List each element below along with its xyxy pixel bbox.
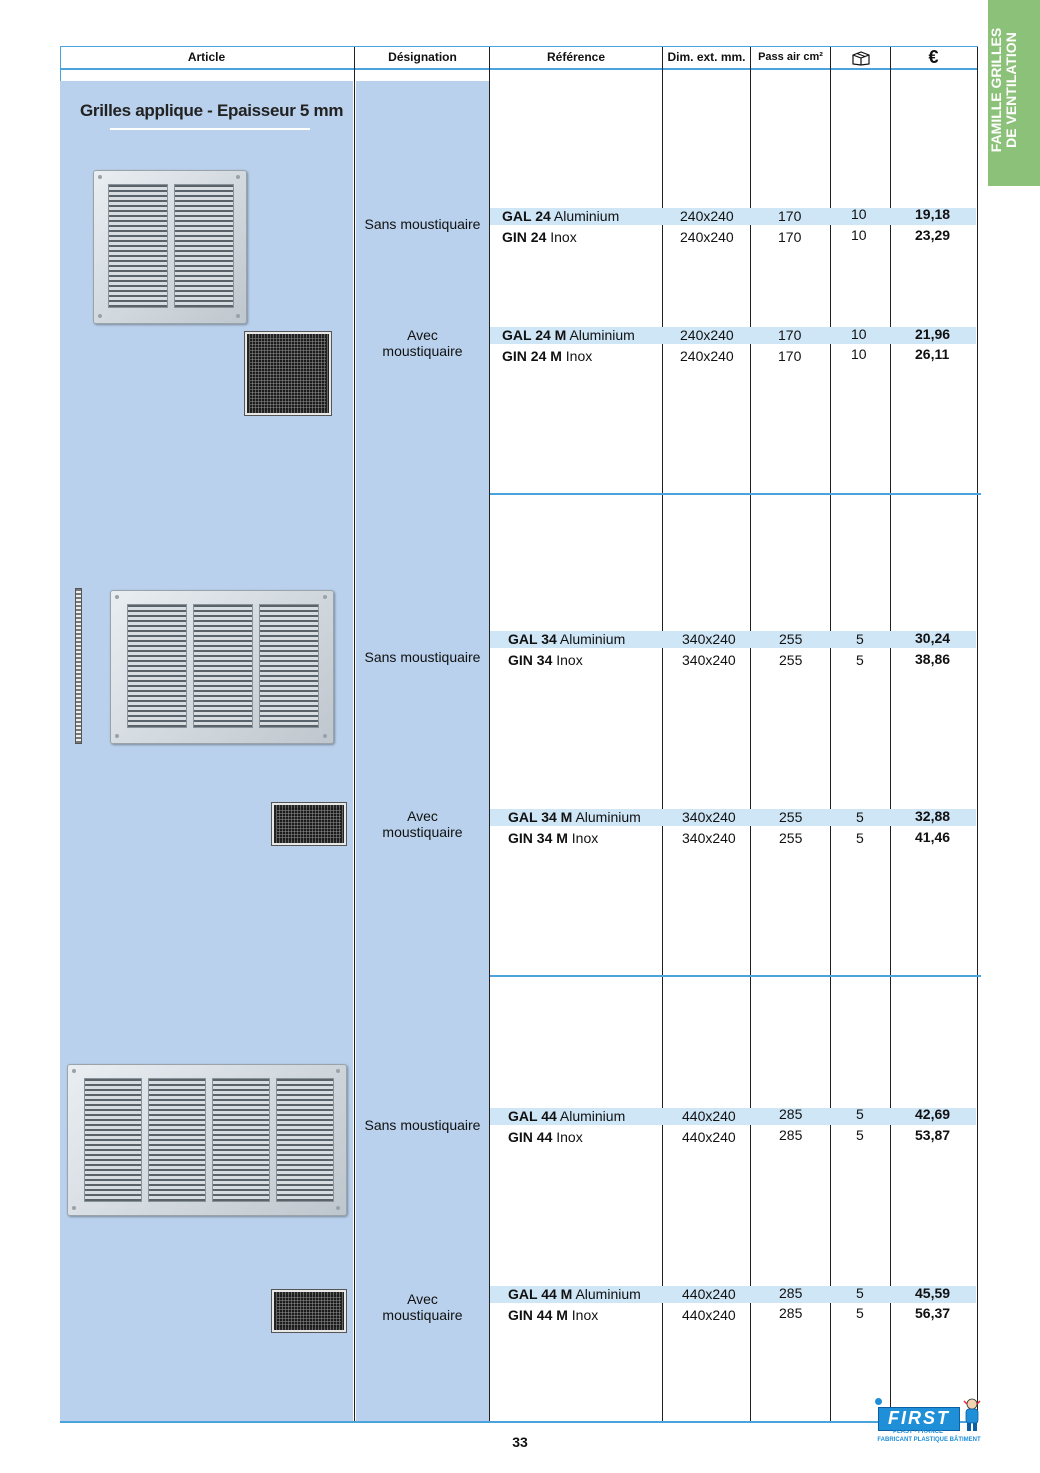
ref-material: Inox bbox=[571, 830, 599, 846]
ref-material: Inox bbox=[556, 1129, 583, 1145]
qty-value: 5 bbox=[856, 809, 864, 825]
ref-material: Aluminium bbox=[559, 1108, 626, 1124]
air-value: 255 bbox=[779, 830, 803, 846]
air-value: 285 bbox=[779, 1106, 803, 1122]
header-box bbox=[831, 47, 890, 68]
qty-value: 10 bbox=[851, 326, 867, 342]
qty-value: 5 bbox=[856, 1305, 864, 1321]
ref-code: GAL 44 bbox=[508, 1108, 557, 1124]
price-value: 30,24 bbox=[915, 630, 951, 646]
table-row bbox=[508, 1305, 598, 1325]
section-title-underline bbox=[110, 128, 310, 130]
dim-value: 440x240 bbox=[682, 1307, 736, 1323]
divider-designation bbox=[489, 47, 490, 1423]
qty-value: 10 bbox=[851, 346, 867, 362]
air-value: 285 bbox=[779, 1285, 803, 1301]
designation-line1: Avec bbox=[407, 1291, 438, 1307]
divider-reference bbox=[662, 47, 663, 1423]
table-bottom-rule bbox=[60, 1421, 978, 1423]
ref-material: Inox bbox=[550, 229, 577, 245]
air-value: 285 bbox=[779, 1127, 803, 1143]
designation-label: Sans moustiquaire bbox=[364, 649, 481, 665]
mosquito-mesh-34-image bbox=[272, 803, 346, 845]
grille-profile-image bbox=[75, 588, 82, 744]
ref-code: GIN 44 M bbox=[508, 1307, 568, 1323]
table-row bbox=[502, 346, 592, 366]
price-value: 21,96 bbox=[915, 326, 951, 342]
qty-value: 5 bbox=[856, 652, 864, 668]
ref-material: Aluminium bbox=[559, 631, 626, 647]
air-value: 170 bbox=[778, 348, 802, 364]
side-tab-line2: DE VENTILATION bbox=[1003, 32, 1019, 148]
ref-material: Aluminium bbox=[569, 327, 635, 343]
grille-24-image bbox=[93, 170, 247, 324]
ref-code: GIN 24 M bbox=[502, 348, 562, 364]
ref-code: GAL 24 bbox=[502, 208, 551, 224]
table-row bbox=[508, 807, 641, 827]
logo-subtitle: PLAST - FRANCE bbox=[893, 1429, 943, 1435]
table-row bbox=[508, 1284, 641, 1304]
price-value: 38,86 bbox=[915, 651, 951, 667]
header-dim: Dim. ext. mm. bbox=[667, 50, 746, 64]
header-bottom-rule bbox=[60, 68, 978, 70]
designation-column bbox=[356, 81, 489, 1422]
air-value: 170 bbox=[778, 229, 802, 245]
dim-value: 240x240 bbox=[680, 348, 734, 364]
designation-label bbox=[356, 1291, 489, 1323]
ref-code: GIN 44 bbox=[508, 1129, 553, 1145]
air-value: 170 bbox=[778, 208, 802, 224]
ref-code: GAL 24 M bbox=[502, 327, 567, 343]
divider-dim bbox=[750, 47, 751, 1423]
dim-value: 440x240 bbox=[682, 1286, 736, 1302]
header-euro: € bbox=[928, 47, 939, 67]
ref-material: Inox bbox=[556, 652, 583, 668]
mosquito-mesh-44-image bbox=[272, 1290, 346, 1332]
dim-value: 440x240 bbox=[682, 1129, 736, 1145]
air-value: 285 bbox=[779, 1305, 803, 1321]
dim-value: 340x240 bbox=[682, 631, 736, 647]
ref-code: GIN 34 M bbox=[508, 830, 568, 846]
dim-value: 240x240 bbox=[680, 208, 734, 224]
qty-value: 10 bbox=[851, 206, 867, 222]
dim-value: 240x240 bbox=[680, 327, 734, 343]
logo-wordmark: FIRST bbox=[878, 1407, 960, 1431]
table-row bbox=[508, 650, 583, 670]
dim-value: 440x240 bbox=[682, 1108, 736, 1124]
dim-value: 340x240 bbox=[682, 830, 736, 846]
divider-box bbox=[890, 47, 891, 1423]
designation-line1: Avec bbox=[407, 808, 438, 824]
designation-line1: Avec bbox=[407, 327, 438, 343]
ref-material: Inox bbox=[565, 348, 593, 364]
group-separator bbox=[490, 975, 981, 977]
designation-label: Sans moustiquaire bbox=[364, 216, 481, 232]
box-icon bbox=[851, 50, 871, 66]
dim-value: 340x240 bbox=[682, 809, 736, 825]
table-row bbox=[502, 227, 577, 247]
price-value: 32,88 bbox=[915, 808, 951, 824]
divider-air bbox=[830, 47, 831, 1423]
ref-code: GIN 24 bbox=[502, 229, 547, 245]
header-reference: Référence bbox=[546, 50, 606, 64]
designation-line2: moustiquaire bbox=[382, 824, 463, 840]
table-row bbox=[502, 325, 635, 345]
divider-article bbox=[354, 47, 355, 1423]
qty-value: 10 bbox=[851, 227, 867, 243]
ref-code: GAL 34 bbox=[508, 631, 557, 647]
ref-code: GIN 34 bbox=[508, 652, 553, 668]
ref-material: Aluminium bbox=[575, 1286, 641, 1302]
price-value: 45,59 bbox=[915, 1285, 951, 1301]
air-value: 170 bbox=[778, 327, 802, 343]
brand-logo bbox=[873, 1395, 985, 1447]
ref-code: GAL 34 M bbox=[508, 809, 573, 825]
table-row bbox=[508, 1106, 625, 1126]
page-number: 33 bbox=[512, 1434, 528, 1450]
qty-value: 5 bbox=[856, 1127, 864, 1143]
ref-material: Inox bbox=[571, 1307, 599, 1323]
designation-line2: moustiquaire bbox=[382, 1307, 463, 1323]
qty-value: 5 bbox=[856, 1106, 864, 1122]
price-value: 53,87 bbox=[915, 1127, 951, 1143]
logo-tagline: FABRICANT PLASTIQUE BÂTIMENT bbox=[877, 1437, 981, 1443]
designation-label bbox=[356, 808, 489, 840]
dim-value: 240x240 bbox=[680, 229, 734, 245]
table-row bbox=[508, 629, 625, 649]
air-value: 255 bbox=[779, 631, 803, 647]
price-value: 42,69 bbox=[915, 1106, 951, 1122]
logo-dot-icon bbox=[875, 1398, 882, 1405]
grille-34-image bbox=[110, 590, 334, 744]
ref-material: Aluminium bbox=[553, 208, 620, 224]
table-row bbox=[502, 206, 619, 226]
frame-right bbox=[977, 47, 978, 1423]
header-designation: Désignation bbox=[388, 50, 457, 64]
mosquito-mesh-24-image bbox=[245, 332, 331, 415]
mascot-icon bbox=[961, 1397, 983, 1433]
price-value: 19,18 bbox=[915, 206, 951, 222]
header-pass-air: Pass air cm² bbox=[758, 51, 823, 63]
header-article: Article bbox=[187, 50, 226, 64]
air-value: 255 bbox=[779, 809, 803, 825]
section-title: Grilles applique - Epaisseur 5 mm bbox=[80, 101, 344, 120]
price-value: 56,37 bbox=[915, 1305, 951, 1321]
price-value: 41,46 bbox=[915, 829, 951, 845]
grille-44-image bbox=[67, 1064, 347, 1216]
table-row bbox=[508, 1127, 583, 1147]
qty-value: 5 bbox=[856, 631, 864, 647]
price-value: 26,11 bbox=[915, 346, 950, 362]
air-value: 255 bbox=[779, 652, 803, 668]
group-separator bbox=[490, 493, 981, 495]
price-value: 23,29 bbox=[915, 227, 951, 243]
designation-label bbox=[356, 327, 489, 359]
designation-label: Sans moustiquaire bbox=[364, 1117, 481, 1133]
ref-code: GAL 44 M bbox=[508, 1286, 573, 1302]
ref-material: Aluminium bbox=[575, 809, 641, 825]
side-tab-line1: FAMILLE GRILLES bbox=[988, 27, 1004, 153]
qty-value: 5 bbox=[856, 1285, 864, 1301]
side-tab-label bbox=[989, 0, 1019, 180]
qty-value: 5 bbox=[856, 830, 864, 846]
designation-line2: moustiquaire bbox=[382, 343, 463, 359]
table-row bbox=[508, 828, 598, 848]
dim-value: 340x240 bbox=[682, 652, 736, 668]
